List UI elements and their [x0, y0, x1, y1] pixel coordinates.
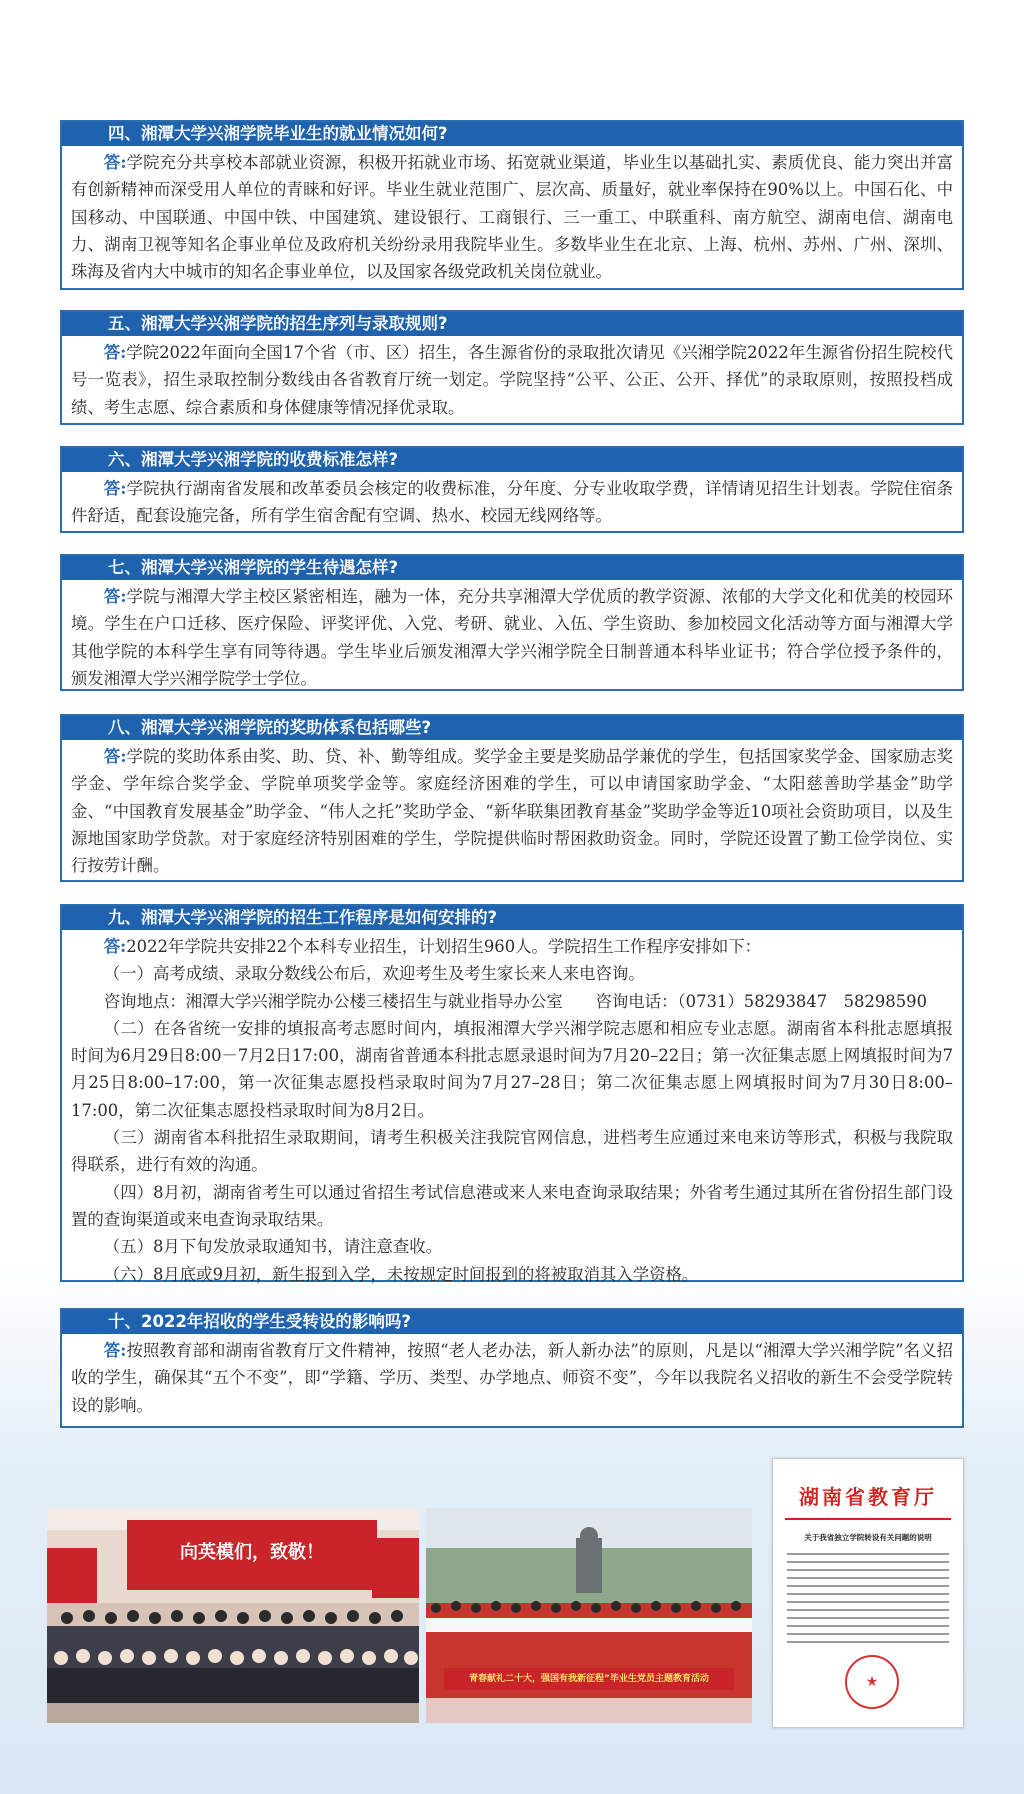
document-text-line	[787, 1641, 949, 1643]
procedure-step-6: （六）8月底或9月初，新生报到入学，未按规定时间报到的将被取消其入学资格。	[103, 1264, 699, 1284]
photo-ceremony	[47, 1508, 419, 1723]
answer-paragraph	[71, 583, 953, 692]
section-heading: 九、湘潭大学兴湘学院的招生工作程序是如何安排的?	[62, 906, 962, 930]
section-heading: 五、湘潭大学兴湘学院的招生序列与录取规则?	[62, 312, 962, 336]
answer-text: 学院与湘潭大学主校区紧密相连，融为一体，充分共享湘潭大学优质的教学资源、浓郁的大学文化和优美的校园环境。学生在户口迁移、医疗保险、评奖评优、入党、考研、就业、入伍、学生资助、参加校园文化活动等方面与湘潭大学其他学院的本科学生享有同等待遇。学生毕业后颁发湘潭大学兴湘学院全日制普通本科毕业证书；符合学位授予条件的，颁发湘潭大学兴湘学院学士学位。	[71, 587, 953, 688]
qa-section-employment	[60, 120, 964, 290]
answer-paragraph	[71, 933, 953, 960]
answer-text: 学院2022年面向全国17个省（市、区）招生，各生源省份的录取批次请见《兴湘学院2022年生源省份招生院校代号一览表》，招生录取控制分数线由各省教育厅统一划定。学院坚持“公平、公正、公开、择优”的录取原则，按照投档成绩、考生志愿、综合素质和身体健康等情况择优录取。	[71, 343, 953, 417]
procedure-step-1: （一）高考成绩、录取分数线公布后，欢迎考生及考生家长来人来电咨询。	[103, 964, 645, 984]
section-heading: 十、2022年招收的学生受转设的影响吗?	[62, 1310, 962, 1334]
document-subtitle: 关于我省独立学院转设有关问题的说明	[804, 1533, 932, 1542]
official-seal-icon: ★	[845, 1655, 899, 1709]
answer-paragraph	[71, 743, 953, 879]
document-text-line	[787, 1553, 949, 1555]
banner-text: 青春献礼二十大，强国有我新征程”毕业生党员主题教育活动	[444, 1668, 734, 1690]
official-document	[772, 1458, 964, 1728]
document-text-line	[787, 1585, 949, 1587]
section-body	[62, 580, 962, 696]
answer-label: 答:	[103, 479, 127, 498]
document-divider	[785, 1518, 951, 1520]
section-body	[62, 336, 962, 425]
document-text-line	[787, 1601, 949, 1603]
document-title: 湖南省教育厅	[799, 1485, 937, 1509]
qa-section-transfer-impact	[60, 1308, 964, 1428]
document-text-line	[787, 1577, 949, 1579]
section-body	[62, 472, 962, 534]
answer-paragraph	[71, 1337, 953, 1419]
section-body	[62, 930, 962, 1292]
section-heading: 四、湘潭大学兴湘学院毕业生的就业情况如何?	[62, 122, 962, 146]
answer-label: 答:	[103, 747, 127, 766]
section-body	[62, 740, 962, 883]
answer-text: 学院的奖助体系由奖、助、贷、补、勤等组成。奖学金主要是奖励品学兼优的学生，包括国家奖学金、国家励志奖学金、学年综合奖学金、学院单项奖学金等。家庭经济困难的学生，可以申请国家助学金、“太阳慈善助学基金”助学金、“中国教育发展基金”助学金、“伟人之托”奖助学金、“新华联集团教育基金”奖助学金等近10项社会资助项目，以及生源地国家助学贷款。对于家庭经济特别困难的学生，学院提供临时帮困救助资金。同时，学院还设置了勤工俭学岗位、实行按劳计酬。	[71, 747, 953, 876]
answer-label: 答:	[103, 587, 127, 606]
answer-text: 按照教育部和湖南省教育厅文件精神，按照“老人老办法，新人新办法”的原则，凡是以“湘潭大学兴湘学院”名义招收的学生，确保其“五个不变”，即“学籍、学历、类型、办学地点、师资不变”，今年以我院名义招收的新生不会受学院转设的影响。	[71, 1341, 954, 1415]
answer-label: 答:	[103, 937, 127, 956]
answer-text: 学院充分共享校本部就业资源，积极开拓就业市场、拓宽就业渠道，毕业生以基础扎实、素质优良、能力突出并富有创新精神而深受用人单位的青睐和好评。毕业生就业范围广、层次高、质量好，就业率保持在90%以上。中国石化、中国移动、中国联通、中国中铁、中国建筑、建设银行、工商银行、三一重工、中联重科、南方航空、湖南电信、湖南电力、湖南卫视等知名企事业单位及政府机关纷纷录用我院毕业生。多数毕业生在北京、上海、杭州、苏州、广州、深圳、珠海及省内大中城市的知名企事业单位，以及国家各级党政机关岗位就业。	[71, 153, 953, 282]
answer-label: 答:	[103, 1341, 127, 1360]
section-heading: 六、湘潭大学兴湘学院的收费标准怎样?	[62, 448, 962, 472]
document-text-line	[787, 1561, 949, 1563]
document-text-line	[787, 1617, 949, 1619]
procedure-step-4: （四）8月初，湖南省考生可以通过省招生考试信息港或来人来电查询录取结果；外省考生通过其所在省份招生部门设置的查询渠道或来电查询录取结果。	[71, 1182, 953, 1229]
procedure-step-5: （五）8月下旬发放录取通知书，请注意查收。	[103, 1237, 443, 1257]
section-heading: 七、湘潭大学兴湘学院的学生待遇怎样?	[62, 556, 962, 580]
document-text-line	[787, 1625, 949, 1627]
answer-text: 2022年学院共安排22个本科专业招生，计划招生960人。学院招生工作程序安排如下：	[126, 937, 761, 956]
photo-group	[426, 1508, 752, 1723]
answer-text: 学院执行湖南省发展和改革委员会核定的收费标准，分年度、分专业收取学费，详情请见招生计划表。学院住宿条件舒适，配套设施完备，所有学生宿舍配有空调、热水、校园无线网络等。	[71, 479, 953, 526]
photo-group-image	[426, 1508, 752, 1723]
document-text-line	[787, 1569, 949, 1571]
qa-section-fees	[60, 446, 964, 533]
answer-paragraph	[71, 339, 953, 421]
qa-section-scholarships	[60, 714, 964, 882]
answer-paragraph	[71, 149, 953, 285]
qa-section-admission-rules	[60, 310, 964, 425]
section-body	[62, 1334, 962, 1423]
section-heading: 八、湘潭大学兴湘学院的奖助体系包括哪些?	[62, 716, 962, 740]
banner-text: 向英模们，致敬！	[180, 1542, 324, 1563]
section-body	[62, 146, 962, 289]
answer-label: 答:	[103, 153, 127, 172]
procedure-step-3: （三）湖南省本科批招生录取期间，请考生积极关注我院官网信息，进档考生应通过来电来访等形式，积极与我院取得联系，进行有效的沟通。	[71, 1128, 953, 1175]
document-text-line	[787, 1609, 949, 1611]
procedure-step-2: （二）在各省统一安排的填报高考志愿时间内，填报湘潭大学兴湘学院志愿和相应专业志愿。湖南省本科批志愿填报时间为6月29日8:00－7月2日17:00，湖南省普通本科批志愿录退时间为7月20–22日；第一次征集志愿上网填报时间为7月25日8:00–17:00，第一次征集志愿投档录取时间为7月27–28日；第二次征集志愿上网填报时间为7月30日8:00–17:00，第二次征集志愿投档录取时间为8月2日。	[71, 1018, 953, 1120]
qa-section-student-benefits	[60, 554, 964, 691]
qa-section-admission-procedure	[60, 904, 964, 1282]
consultation-info: 咨询地点：湘潭大学兴湘学院办公楼三楼招生与就业指导办公室 咨询电话：（0731）58293847 58298590	[103, 991, 928, 1011]
answer-label: 答:	[103, 343, 127, 362]
document-text-line	[787, 1633, 949, 1635]
document-text-line	[787, 1593, 949, 1595]
answer-paragraph	[71, 475, 953, 530]
